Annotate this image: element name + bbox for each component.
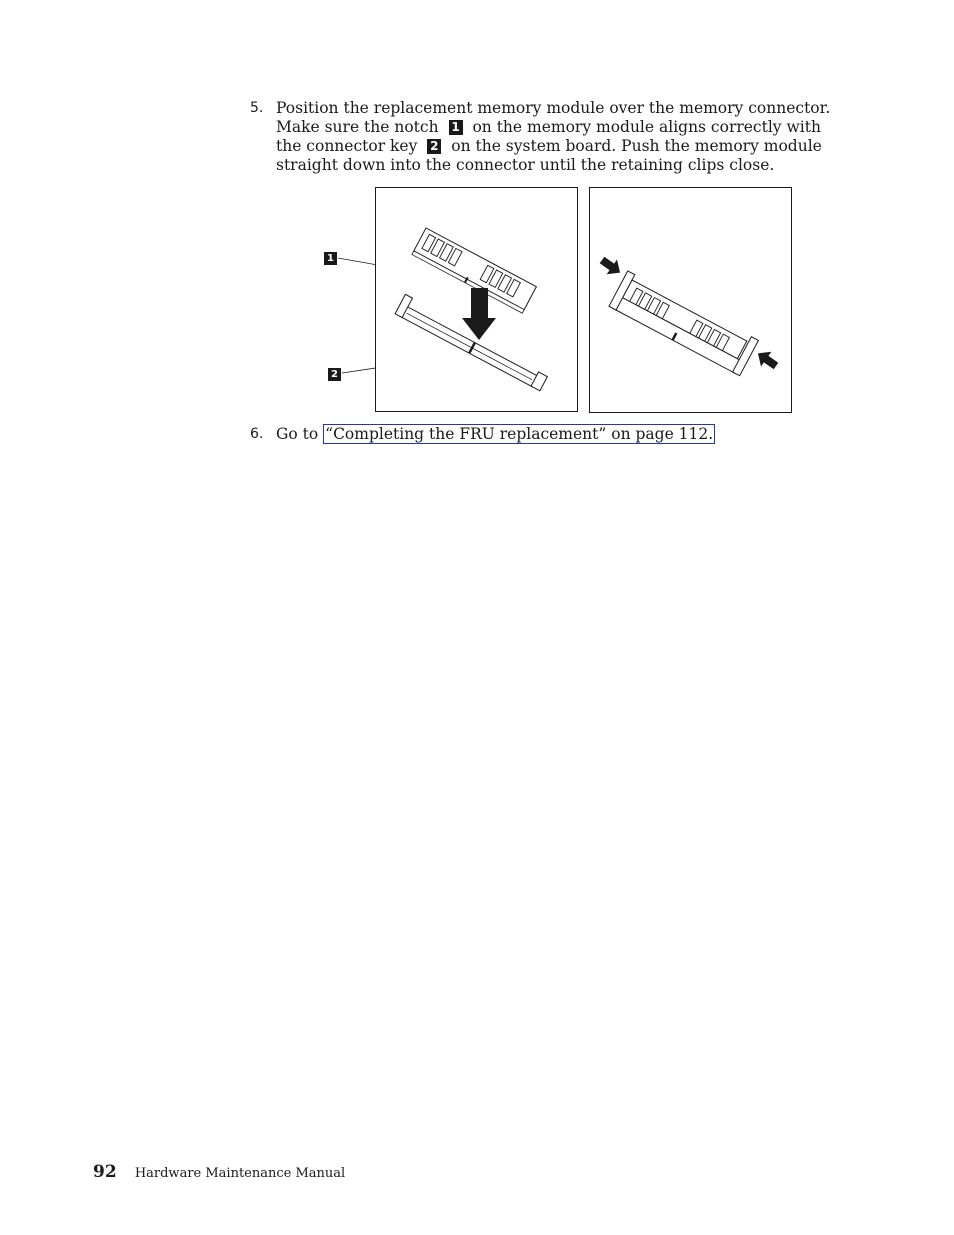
figure-callout-1: 1 bbox=[324, 252, 337, 265]
step-number: 5. bbox=[250, 100, 264, 116]
insert-module-illustration bbox=[376, 188, 577, 411]
figure-insert-module bbox=[375, 187, 578, 412]
callout-2: 2 bbox=[427, 139, 441, 154]
callout-1: 1 bbox=[449, 120, 463, 135]
clips-close-illustration bbox=[590, 188, 791, 412]
figure-clips-close bbox=[589, 187, 792, 413]
step-5 bbox=[250, 99, 850, 175]
step-text: Position the replacement memory module over the memory connector. Make sure the notch 1 on the memory module aligns correctly with the connector key 2 on the system board. Push the memory module straight down into the connector until the retaining clips close. bbox=[276, 99, 831, 174]
figure-callout-2: 2 bbox=[328, 368, 341, 381]
seated-module bbox=[609, 271, 758, 376]
completing-fru-link[interactable]: “Completing the FRU replacement” on page 112. bbox=[325, 425, 714, 443]
step-text: Go to “Completing the FRU replacement” on page 112. bbox=[276, 425, 714, 443]
step-6 bbox=[250, 425, 850, 444]
manual-title: Hardware Maintenance Manual bbox=[134, 1166, 346, 1181]
step-number: 6. bbox=[250, 426, 264, 442]
arrow-left-icon bbox=[753, 346, 781, 373]
page-footer bbox=[93, 1162, 345, 1182]
page-number: 92 bbox=[93, 1162, 117, 1182]
arrow-right-icon bbox=[597, 253, 625, 280]
